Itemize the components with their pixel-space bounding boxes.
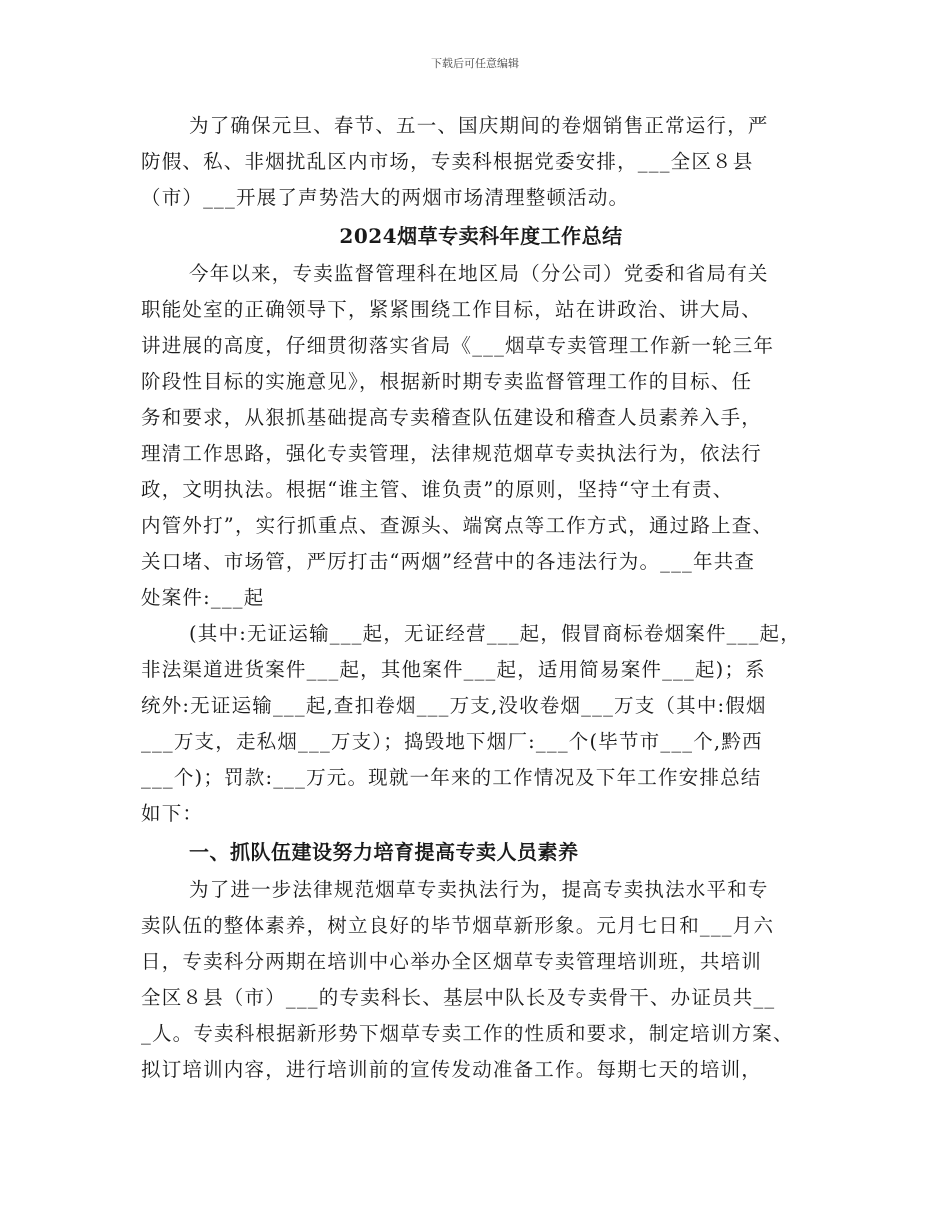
- intro-paragraph: [141, 108, 821, 216]
- text-line: 务和要求，从狠抓基础提高专卖稽查队伍建设和稽查人员素养入手，: [141, 406, 763, 429]
- text-line: (其中:无证运输___起，无证经营___起，假冒商标卷烟案件___起，: [189, 622, 801, 645]
- section-heading: 一、抓队伍建设努力培育提高专卖人员素养: [189, 840, 579, 864]
- text-line: 为了确保元旦、春节、五一、国庆期间的卷烟销售正常运行，严: [189, 114, 769, 137]
- text-line: 非法渠道进货案件___起，其他案件___起，适用简易案件___起)；系: [141, 658, 766, 681]
- text-line: 阶段性目标的实施意见》，根据新时期专卖监督管理工作的目标、任: [141, 370, 753, 393]
- text-line: 理清工作思路，强化专卖管理，法律规范烟草专卖执法行为，依法行: [141, 442, 763, 465]
- text-line: 统外:无证运输___起,查扣卷烟___万支,没收卷烟___万支（其中:假烟: [141, 694, 767, 717]
- text-line: ___万支，走私烟___万支）；捣毁地下烟厂:___个(毕节市___个,黔西: [141, 730, 763, 753]
- document-body: [141, 108, 821, 1088]
- text-line: 拟订培训内容，进行培训前的宣传发动准备工作。每期七天的培训，: [141, 1058, 763, 1081]
- text-line: 如下：: [141, 802, 204, 825]
- text-line: 防假、私、非烟扰乱区内市场，专卖科根据党委安排，___全区８县: [141, 150, 754, 173]
- text-line: ___个)；罚款:___万元。现就一年来的工作情况及下年工作安排总结: [141, 766, 762, 789]
- text-line: 为了进一步法律规范烟草专卖执法行为，提高专卖执法水平和专: [189, 878, 769, 901]
- text-line: _人。专卖科根据新形势下烟草专卖工作的性质和要求，制定培训方案、: [141, 1022, 794, 1045]
- paragraph-summary: [141, 256, 821, 616]
- text-line: （市）___开展了声势浩大的两烟市场清理整顿活动。: [141, 186, 630, 209]
- text-line: 全区８县（市）___的专卖科长、基层中队长及专卖骨干、办证员共__: [141, 986, 776, 1009]
- page-header-note: 下载后可任意编辑: [431, 57, 519, 70]
- text-line: 日，专卖科分两期在培训中心举办全区烟草专卖管理培训班，共培训: [141, 950, 763, 973]
- paragraph-training: [141, 872, 821, 1088]
- paragraph-case-details: [141, 616, 821, 832]
- text-line: 今年以来，专卖监督管理科在地区局（分公司）党委和省局有关: [189, 262, 769, 285]
- text-line: 政，文明执法。根据“谁主管、谁负责”的原则，坚持“守土有责、: [141, 478, 734, 501]
- document-title: 2024烟草专卖科年度工作总结: [339, 224, 623, 248]
- text-line: 讲进展的高度，仔细贯彻落实省局《___烟草专卖管理工作新一轮三年: [141, 334, 775, 357]
- text-line: 关口堵、市场管，严厉打击“两烟”经营中的各违法行为。___年共查: [141, 550, 756, 573]
- text-line: 职能处室的正确领导下，紧紧围绕工作目标，站在讲政治、讲大局、: [141, 298, 763, 321]
- text-line: 内管外打”，实行抓重点、查源头、端窝点等工作方式，通过路上查、: [141, 514, 774, 537]
- text-line: 卖队伍的整体素养，树立良好的毕节烟草新形象。元月七日和___月六: [141, 914, 775, 937]
- text-line: 处案件:___起: [141, 586, 265, 609]
